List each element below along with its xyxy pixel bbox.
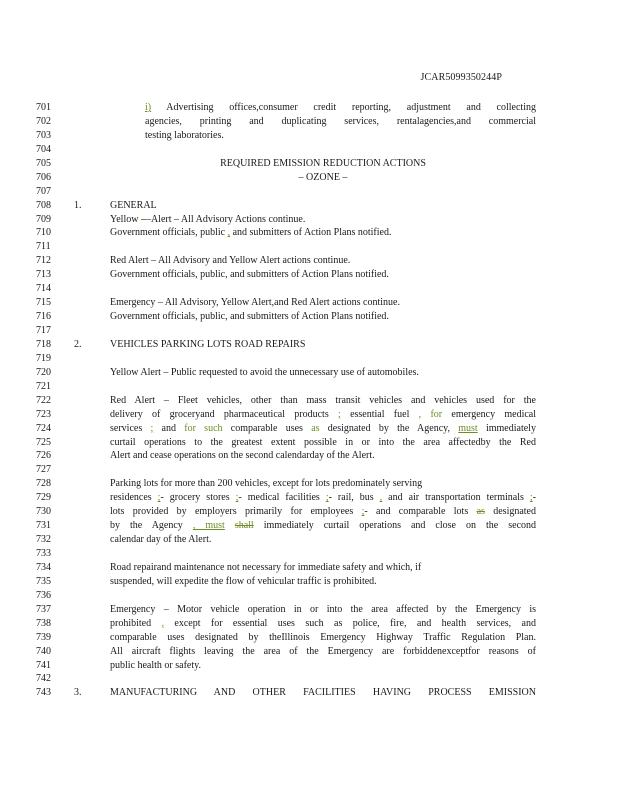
line-number: 723 [36, 408, 51, 420]
text-run: except for essential uses such as police, fire, and health services, and [164, 617, 536, 629]
line-number: 719 [36, 352, 51, 364]
inserted-text: ; [529, 492, 533, 504]
document-line [0, 101, 618, 115]
line-text [110, 659, 536, 673]
line-text [110, 422, 536, 436]
line-number: 732 [36, 534, 51, 546]
line-text [110, 449, 536, 463]
line-number: 701 [36, 102, 51, 113]
document-line [0, 268, 618, 282]
document-line [0, 129, 618, 143]
text-run: suspended, will expedite the flow of vehicular traffic is prohibited. [110, 575, 377, 587]
line-text [110, 505, 536, 519]
text-run: curtail operations to the greatest extent possible in or into the area affectedby the Red [110, 436, 536, 448]
line-number: 737 [36, 603, 51, 615]
line-number: 736 [36, 589, 51, 601]
inserted-text: ; [338, 408, 341, 420]
inserted-text: , [418, 408, 422, 420]
document-line [0, 338, 618, 352]
text-run: calendar day of the Alert. [110, 534, 212, 546]
document-line [0, 672, 618, 686]
text-run: Red Alert – Fleet vehicles, other than mass transit vehicles and vehicles used for the [110, 394, 536, 406]
line-number: 734 [36, 561, 51, 573]
section-number: 3. [74, 687, 82, 699]
document-line [0, 575, 618, 589]
document-line [0, 324, 618, 338]
line-number: 728 [36, 478, 51, 490]
text-run: Parking lots for more than 200 vehicles, except for lots predominately serving [110, 478, 423, 490]
inserted-text: ; [150, 422, 154, 434]
document-line [0, 547, 618, 561]
text-run: agencies, printing and duplicating services, rentalagencies,and commercial [145, 115, 536, 127]
text-run: - and comparable lots [364, 506, 477, 518]
document-line [0, 115, 618, 129]
text-run: GENERAL [110, 199, 157, 211]
line-number: 721 [36, 380, 51, 392]
line-text [110, 561, 536, 575]
document-line [0, 226, 618, 240]
document-line [0, 686, 618, 700]
line-number: 709 [36, 213, 51, 225]
line-text [145, 101, 536, 115]
document-line [0, 477, 618, 491]
text-run: essential fuel [340, 408, 419, 420]
section-number: 1. [74, 199, 82, 211]
line-number: 717 [36, 325, 51, 336]
line-number: 720 [36, 366, 51, 378]
text-run: immediately [477, 422, 536, 434]
text-run: Yellow [110, 213, 141, 225]
line-text [110, 171, 536, 185]
text-run [225, 520, 235, 531]
text-run: emergency medical [442, 408, 537, 420]
document-line [0, 603, 618, 617]
text-run: Advertising offices,consumer credit reporting, adjustment and collecting [151, 102, 536, 113]
inserted-text: ; [235, 492, 239, 504]
line-number: 708 [36, 199, 51, 211]
inserted-text: , must [192, 520, 225, 532]
line-text [110, 213, 536, 227]
line-text [110, 394, 536, 408]
document-line [0, 491, 618, 505]
document-line [0, 240, 618, 254]
line-number: 711 [36, 241, 51, 253]
inserted-text: for such [184, 422, 223, 434]
deleted-text: shall [234, 520, 254, 532]
text-run: Government officials, public [110, 227, 228, 239]
text-run: – OZONE – [298, 171, 348, 183]
document-line [0, 449, 618, 463]
text-run: residences [110, 492, 158, 504]
document-line [0, 254, 618, 268]
line-text [110, 226, 536, 240]
line-number: 715 [36, 297, 51, 309]
line-text [110, 296, 536, 310]
line-text [110, 408, 536, 422]
text-run: - rail, bus [328, 492, 380, 504]
line-text [110, 338, 536, 352]
text-run: Road repairand maintenance not necessary for immediate safety and which, if [110, 561, 422, 573]
document-line [0, 519, 618, 533]
inserted-text: , [379, 492, 383, 504]
document-line [0, 282, 618, 296]
line-number: 735 [36, 575, 51, 587]
line-number: 714 [36, 283, 51, 295]
line-number: 731 [36, 520, 51, 532]
document-line [0, 408, 618, 422]
document-line [0, 213, 618, 227]
text-run: Yellow Alert – Public requested to avoid the unnecessary use of automobiles. [110, 366, 419, 378]
line-number: 706 [36, 171, 51, 183]
line-number: 738 [36, 617, 51, 629]
line-number: 703 [36, 129, 51, 141]
text-run: services [110, 422, 151, 434]
line-text [110, 631, 536, 645]
document-line [0, 645, 618, 659]
line-number: 710 [36, 227, 51, 239]
text-run: immediately curtail operations and close on the second [253, 520, 537, 532]
document-line [0, 171, 618, 185]
line-number: 742 [36, 673, 51, 685]
text-run: designated [484, 506, 536, 518]
line-text [110, 268, 536, 282]
section-number: 2. [74, 338, 82, 350]
line-number: 743 [36, 687, 51, 699]
text-run: testing laboratories. [145, 129, 224, 141]
text-run: and [153, 422, 185, 434]
line-text [110, 310, 536, 324]
document-line [0, 463, 618, 477]
line-number: 712 [36, 255, 51, 267]
document-line [0, 352, 618, 366]
text-run: VEHICLES PARKING LOTS ROAD REPAIRS [110, 338, 306, 350]
text-run: All aircraft flights leaving the area of the Emergency are forbiddenexceptfor reasons of [110, 645, 536, 657]
line-text [110, 519, 536, 533]
document-line [0, 589, 618, 603]
document-line [0, 310, 618, 324]
text-run: - medical facilities [238, 492, 326, 504]
document-line [0, 199, 618, 213]
deleted-text: – [140, 213, 146, 225]
text-run: by the Agency [110, 520, 193, 532]
document-line [0, 533, 618, 547]
inserted-text: , [161, 617, 164, 629]
document-line [0, 561, 618, 575]
line-number: 725 [36, 436, 51, 448]
document-line [0, 143, 618, 157]
document-id-header: JCAR5099350244P [420, 72, 502, 83]
text-run: Government officials, public, and submitters of Action Plans notified. [110, 311, 389, 323]
line-text [110, 491, 536, 505]
inserted-text: must [458, 422, 478, 434]
line-text [110, 254, 536, 268]
line-number: 705 [36, 157, 51, 169]
line-text [110, 157, 536, 171]
text-run: - [532, 492, 537, 504]
line-number: 733 [36, 548, 51, 559]
text-run: Alert and cease operations on the second calendarday of the Alert. [110, 450, 375, 462]
document-line [0, 296, 618, 310]
document-line [0, 505, 618, 519]
line-text [110, 436, 536, 450]
text-run: comparable uses [222, 422, 312, 434]
text-run: lots provided by employers primarily for employees [110, 506, 362, 518]
text-run: Government officials, public, and submitters of Action Plans notified. [110, 269, 389, 281]
inserted-text: , [227, 227, 231, 239]
inserted-text: ; [325, 492, 329, 504]
line-text [145, 129, 536, 143]
line-text [110, 575, 536, 589]
line-number: 730 [36, 506, 51, 518]
text-run: public health or safety. [110, 659, 201, 671]
document-line [0, 380, 618, 394]
text-run: prohibited [110, 617, 162, 629]
document-line [0, 157, 618, 171]
document-line [0, 366, 618, 380]
text-run: comparable uses designated by theIllinois Emergency Highway Traffic Regulation Plan. [110, 631, 536, 643]
text-run: Red Alert – All Advisory and Yellow Alert actions continue. [110, 255, 351, 267]
line-number: 713 [36, 269, 51, 281]
inserted-text: as [311, 422, 320, 434]
line-number: 722 [36, 394, 51, 406]
document-line [0, 631, 618, 645]
line-number: 741 [36, 659, 51, 671]
inserted-text: ; [157, 492, 161, 504]
document-body [0, 101, 618, 700]
document-line [0, 659, 618, 673]
text-run: Emergency – All Advisory, Yellow Alert,and Red Alert actions continue. [110, 297, 400, 309]
line-text [110, 645, 536, 659]
line-text [110, 366, 536, 380]
line-number: 729 [36, 492, 51, 504]
document-line [0, 422, 618, 436]
document-line [0, 436, 618, 450]
line-text [110, 603, 536, 617]
line-text [110, 477, 536, 491]
inserted-text: ; [361, 506, 365, 518]
line-number: 707 [36, 185, 51, 197]
text-run: and air transportation terminals [382, 492, 530, 504]
line-text [110, 199, 536, 213]
line-number: 740 [36, 645, 51, 657]
text-run: Emergency – Motor vehicle operation in or into the area affected by the Emergency is [110, 603, 536, 615]
line-number: 702 [36, 115, 51, 127]
inserted-text: i) [145, 102, 152, 113]
text-run: delivery of groceryand pharmaceutical products [110, 408, 339, 420]
line-number: 726 [36, 450, 51, 462]
text-run: - grocery stores [160, 492, 236, 504]
text-run: MANUFACTURING AND OTHER FACILITIES HAVING PROCESS EMISSION [110, 687, 536, 699]
document-line [0, 394, 618, 408]
document-line [0, 185, 618, 199]
line-number: 718 [36, 338, 51, 350]
line-number: 716 [36, 311, 51, 323]
document-line [0, 617, 618, 631]
text-run: REQUIRED EMISSION REDUCTION ACTIONS [220, 157, 426, 169]
text-run: and submitters of Action Plans notified. [230, 227, 392, 239]
text-run: designated by the Agency, [319, 422, 459, 434]
line-number: 724 [36, 422, 51, 434]
line-text [110, 686, 536, 700]
line-text [110, 617, 536, 631]
deleted-text: as [476, 506, 485, 518]
line-number: 704 [36, 143, 51, 155]
line-text [110, 533, 536, 547]
text-run: –Alert – All Advisory Actions continue. [145, 213, 306, 225]
line-number: 727 [36, 464, 51, 476]
line-number: 739 [36, 631, 51, 643]
inserted-text: for [430, 408, 443, 420]
line-text [145, 115, 536, 129]
